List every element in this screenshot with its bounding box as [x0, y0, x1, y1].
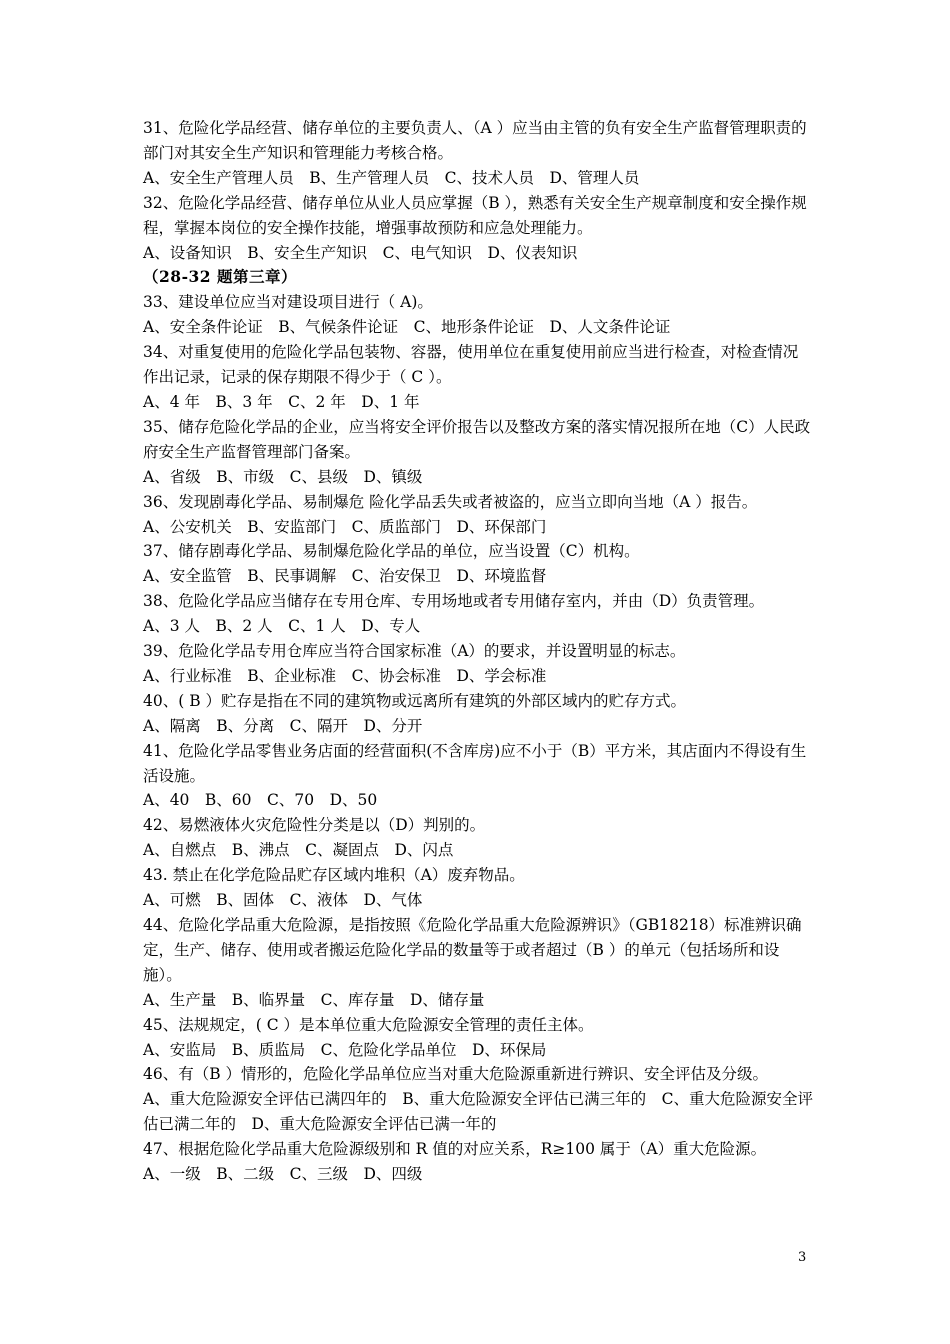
question-text: 44、危险化学品重大危险源，是指按照《危险化学品重大危险源辨识》（GB18218）标准辨识确定，生产、储存、使用或者搬运危险化学品的数量等于或者超过（B ）的单元（包括场所和设施）。	[143, 916, 802, 984]
question-text: 36、发现剧毒化学品、易制爆危 险化学品丢失或者被盗的，应当立即向当地（A ）报告。	[143, 492, 758, 511]
question-text: 40、( B ）贮存是指在不同的建筑物或远离所有建筑的外部区域内的贮存方式。	[143, 691, 687, 710]
answer-options: A、隔离 B、分离 C、隔开 D、分开	[143, 716, 423, 735]
question-text: 39、危险化学品专用仓库应当符合国家标准（A）的要求，并设置明显的标志。	[143, 642, 686, 661]
answer-options: A、省级 B、市级 C、县级 D、镇级	[143, 467, 423, 486]
answer-options: A、行业标准 B、企业标准 C、协会标准 D、学会标准	[143, 666, 547, 685]
answer-options: A、4 年 B、3 年 C、2 年 D、1 年	[143, 392, 420, 411]
question-text: 41、危险化学品零售业务店面的经营面积(不含库房)应不小于（B）平方米，其店面内不得设有生活设施。	[143, 741, 807, 785]
question-text: 35、储存危险化学品的企业，应当将安全评价报告以及整改方案的落实情况报所在地（C）人民政府安全生产监督管理部门备案。	[143, 417, 811, 461]
question-text: 43. 禁止在化学危险品贮存区域内堆积（A）废弃物品。	[143, 866, 525, 885]
section-note: （28-32 题第三章）	[143, 267, 297, 287]
answer-options: A、安全生产管理人员 B、生产管理人员 C、技术人员 D、管理人员	[143, 168, 640, 187]
answer-options: A、安监局 B、质监局 C、危险化学品单位 D、环保局	[143, 1040, 547, 1059]
answer-options: A、重大危险源安全评估已满四年的 B、重大危险源安全评估已满三年的 C、重大危险源安全评估已满二年的 D、重大危险源安全评估已满一年的	[143, 1090, 813, 1134]
page-number: 3	[798, 1250, 807, 1265]
answer-options: A、3 人 B、2 人 C、1 人 D、专人	[143, 617, 421, 636]
answer-options: A、一级 B、二级 C、三级 D、四级	[143, 1165, 423, 1184]
question-text: 37、储存剧毒化学品、易制爆危险化学品的单位，应当设置（C）机构。	[143, 542, 640, 561]
question-text: 46、有（B ）情形的，危险化学品单位应当对重大危险源重新进行辨识、安全评估及分级。	[143, 1065, 769, 1084]
question-text: 45、法规规定，( C ）是本单位重大危险源安全管理的责任主体。	[143, 1015, 594, 1034]
answer-options: A、40 B、60 C、70 D、50	[143, 791, 378, 810]
document-body	[143, 116, 813, 1187]
answer-options: A、公安机关 B、安监部门 C、质监部门 D、环保部门	[143, 517, 547, 536]
question-text: 42、易燃液体火灾危险性分类是以（D）判别的。	[143, 816, 486, 835]
answer-options: A、设备知识 B、安全生产知识 C、电气知识 D、仪表知识	[143, 243, 578, 262]
answer-options: A、自燃点 B、沸点 C、凝固点 D、闪点	[143, 841, 454, 860]
question-text: 34、对重复使用的危险化学品包装物、容器，使用单位在重复使用前应当进行检查，对检查情况作出记录，记录的保存期限不得少于（ C ）。	[143, 343, 799, 387]
answer-options: A、生产量 B、临界量 C、库存量 D、储存量	[143, 990, 485, 1009]
question-text: 32、危险化学品经营、储存单位从业人员应掌握（B ），熟悉有关安全生产规章制度和安全操作规程，掌握本岗位的安全操作技能，增强事故预防和应急处理能力。	[143, 193, 807, 237]
question-text: 33、建设单位应当对建设项目进行（ A)。	[143, 293, 433, 312]
question-text: 38、危险化学品应当储存在专用仓库、专用场地或者专用储存室内，并由（D）负责管理。	[143, 592, 765, 611]
question-text: 31、危险化学品经营、储存单位的主要负责人、（A ）应当由主管的负有安全生产监督管理职责的部门对其安全生产知识和管理能力考核合格。	[143, 119, 807, 162]
answer-options: A、安全监管 B、民事调解 C、治安保卫 D、环境监督	[143, 567, 547, 586]
question-text: 47、根据危险化学品重大危险源级别和 R 值的对应关系，R≥100 属于（A）重大危险源。	[143, 1140, 767, 1159]
answer-options: A、安全条件论证 B、气候条件论证 C、地形条件论证 D、人文条件论证	[143, 318, 671, 337]
answer-options: A、可燃 B、固体 C、液体 D、气体	[143, 891, 423, 910]
